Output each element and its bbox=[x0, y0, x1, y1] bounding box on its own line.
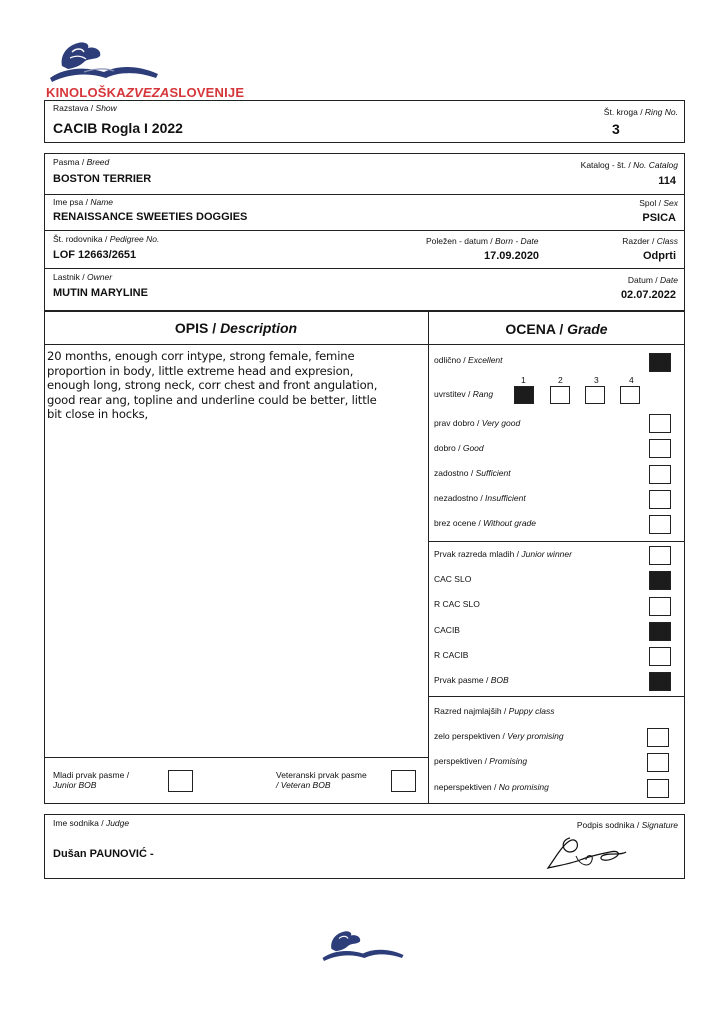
grade-insufficient-checkbox[interactable] bbox=[649, 490, 671, 509]
puppy-promising-label: perspektiven / Promising bbox=[434, 756, 528, 766]
rank-4-checkbox[interactable] bbox=[620, 386, 640, 404]
class-value: Odprti bbox=[643, 250, 676, 262]
veteran-bob-label: Veteranski prvak pasme / Veteran BOB bbox=[276, 770, 367, 790]
grade-sufficient-checkbox[interactable] bbox=[649, 465, 671, 484]
description-line: proportion in body, little extreme head and expresion, bbox=[47, 363, 354, 378]
description-line: bit close in hocks, bbox=[47, 407, 149, 422]
grade-very-good-checkbox[interactable] bbox=[649, 414, 671, 433]
owner-value: MUTIN MARYLINE bbox=[53, 287, 148, 299]
title-rcac-slo-label: R CAC SLO bbox=[434, 599, 480, 609]
name-value: RENAISSANCE SWEETIES DOGGIES bbox=[53, 211, 248, 223]
catalog-label: Katalog - št. / No. Catalog bbox=[580, 160, 678, 170]
title-rcac-slo-checkbox[interactable] bbox=[649, 597, 671, 616]
title-rcacib-checkbox[interactable] bbox=[649, 647, 671, 666]
breed-value: BOSTON TERRIER bbox=[53, 173, 152, 185]
signature-label: Podpis sodnika / Signature bbox=[576, 820, 678, 830]
rank-number-2: 2 bbox=[558, 375, 563, 385]
description-line: enough long, strong neck, corr chest and front angulation, bbox=[47, 378, 378, 393]
rank-number-3: 3 bbox=[594, 375, 599, 385]
grade-excellent-label: odlično / Excellent bbox=[434, 355, 503, 365]
born-label: Poležen - datum / Born - Date bbox=[426, 236, 539, 246]
class-label: Razder / Class bbox=[622, 236, 678, 246]
description-line: good rear ang, topline and underline could be better, little bbox=[47, 392, 377, 407]
date-label: Datum / Date bbox=[627, 275, 678, 285]
rank-3-checkbox[interactable] bbox=[585, 386, 605, 404]
title-cacib-checkbox[interactable] bbox=[649, 622, 671, 641]
ring-label: Št. kroga / Ring No. bbox=[603, 107, 678, 117]
judge-value: Dušan PAUNOVIĆ - bbox=[53, 848, 154, 860]
title-junior-winner-checkbox[interactable] bbox=[649, 546, 671, 565]
grade-good-label: dobro / Good bbox=[434, 443, 484, 453]
description-text bbox=[47, 349, 427, 422]
rank-number-1: 1 bbox=[521, 375, 526, 385]
puppy-very-promising-label: zelo perspektiven / Very promising bbox=[434, 731, 564, 741]
pedigree-label: Št. rodovnika / Pedigree No. bbox=[53, 234, 160, 244]
grade-good-checkbox[interactable] bbox=[649, 439, 671, 458]
show-value: CACIB Rogla I 2022 bbox=[53, 120, 183, 136]
grade-without-label: brez ocene / Without grade bbox=[434, 518, 536, 528]
sex-label: Spol / Sex bbox=[639, 198, 678, 208]
title-bob-checkbox[interactable] bbox=[649, 672, 671, 691]
bottom-dog-logo-icon bbox=[318, 928, 408, 964]
title-cac-slo-label: CAC SLO bbox=[434, 574, 472, 584]
ring-value: 3 bbox=[612, 121, 620, 137]
title-bob-label: Prvak pasme / BOB bbox=[434, 675, 509, 685]
date-value: 02.07.2022 bbox=[620, 289, 676, 301]
grade-sufficient-label: zadostno / Sufficient bbox=[434, 468, 511, 478]
signature-scribble-icon bbox=[540, 830, 630, 875]
owner-label: Lastnik / Owner bbox=[53, 272, 113, 282]
breed-label: Pasma / Breed bbox=[53, 157, 110, 167]
junior-bob-label: Mladi prvak pasme / Junior BOB bbox=[53, 770, 130, 790]
grade-excellent-checkbox[interactable] bbox=[649, 353, 671, 372]
puppy-promising-checkbox[interactable] bbox=[647, 753, 669, 772]
title-cacib-label: CACIB bbox=[434, 625, 460, 635]
sex-value: PSICA bbox=[642, 212, 676, 224]
grade-without-checkbox[interactable] bbox=[649, 515, 671, 534]
org-name: KINOLOŠKAZVEZASLOVENIJE bbox=[46, 85, 245, 100]
puppy-no-promising-checkbox[interactable] bbox=[647, 779, 669, 798]
veteran-bob-checkbox[interactable] bbox=[391, 770, 416, 792]
name-label: Ime psa / Name bbox=[53, 197, 114, 207]
dog-logo-icon bbox=[44, 38, 164, 86]
catalog-value: 114 bbox=[658, 175, 676, 187]
pedigree-value: LOF 12663/2651 bbox=[53, 249, 137, 261]
description-line: 20 months, enough corr intype, strong female, femine bbox=[47, 349, 355, 363]
show-label: Razstava / Show bbox=[53, 103, 117, 113]
title-rcacib-label: R CACIB bbox=[434, 650, 469, 660]
title-junior-winner-label: Prvak razreda mladih / Junior winner bbox=[434, 549, 572, 559]
grade-insufficient-label: nezadostno / Insufficient bbox=[434, 493, 526, 503]
rank-number-4: 4 bbox=[629, 375, 634, 385]
rank-1-checkbox[interactable] bbox=[514, 386, 534, 404]
junior-bob-checkbox[interactable] bbox=[168, 770, 193, 792]
puppy-class-label: Razred najmlajših / Puppy class bbox=[434, 706, 555, 716]
puppy-very-promising-checkbox[interactable] bbox=[647, 728, 669, 747]
rank-2-checkbox[interactable] bbox=[550, 386, 570, 404]
rank-label: uvrstitev / Rang bbox=[434, 389, 494, 399]
born-value: 17.09.2020 bbox=[484, 250, 540, 262]
puppy-no-promising-label: neperspektiven / No promising bbox=[434, 782, 549, 792]
grade-very-good-label: prav dobro / Very good bbox=[434, 418, 521, 428]
description-header: OPIS / Description bbox=[174, 320, 298, 336]
title-cac-slo-checkbox[interactable] bbox=[649, 571, 671, 590]
judge-label: Ime sodnika / Judge bbox=[53, 818, 130, 828]
grade-header: OCENA / Grade bbox=[505, 321, 608, 337]
